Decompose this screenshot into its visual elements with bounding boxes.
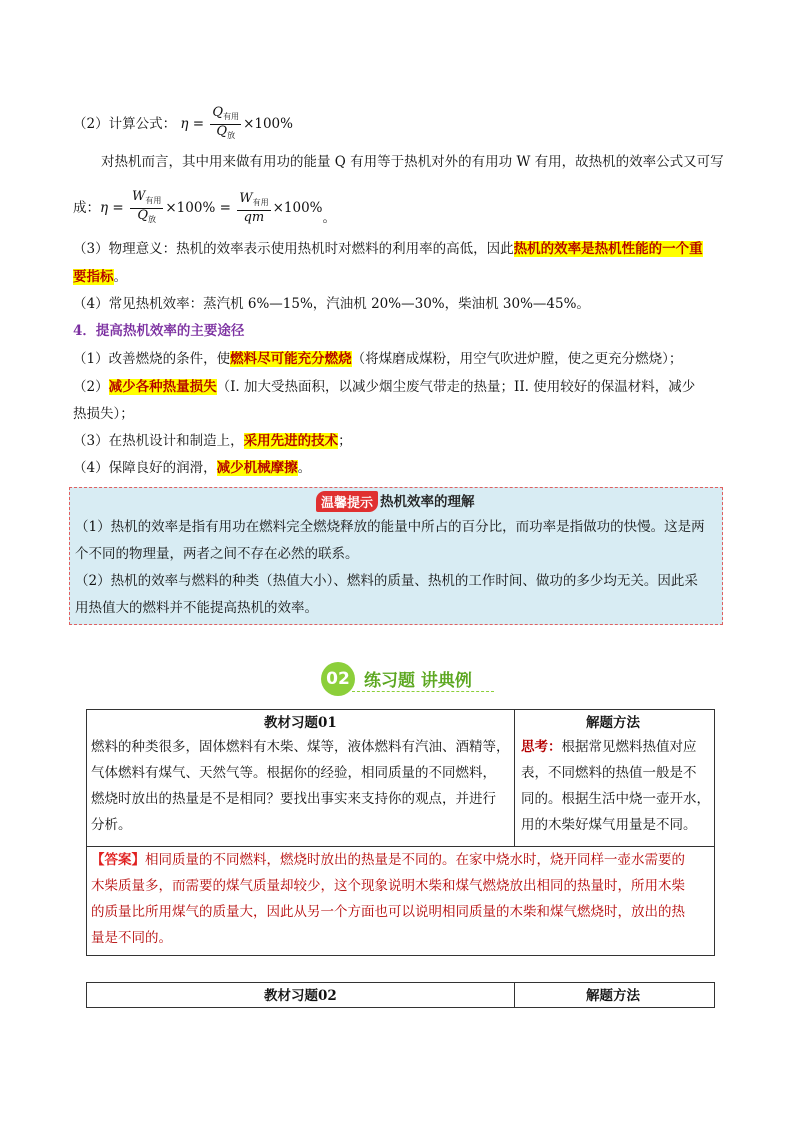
num-q: Q [212, 105, 224, 120]
para1-line1: 对热机而言，其中用来做有用功的能量 Q 有用等于热机对外的有用功 W 有用，故热机的效率公式又可写 [101, 154, 724, 170]
exercise2-divider [514, 982, 515, 1008]
way2-highlight: 减少各种热量损失 [108, 379, 217, 395]
think-label: 思考： [521, 739, 562, 755]
way1-highlight: 燃料尽可能充分燃烧 [230, 351, 352, 367]
way3-post: ； [338, 433, 352, 449]
exercise1-method-line1 [521, 734, 697, 760]
section-title: 练习题 讲典例 [364, 671, 472, 691]
exercise2-heading: 教材习题02 [264, 988, 337, 1004]
exercise1-heading: 教材习题01 [264, 715, 337, 731]
exercise2-left-border [86, 982, 87, 1008]
tip-line-3: （2）热机的效率与燃料的种类（热值大小）、燃料的质量、热机的工作时间、做功的多少均无关。因此采 [75, 573, 698, 589]
f1-num: W [132, 189, 146, 204]
times-100: ×100% [243, 116, 293, 132]
exercise1-q-line1: 燃料的种类很多，固体燃料有木柴、煤等，液体燃料有汽油、酒精等， [91, 739, 510, 755]
answer-text-1: 相同质量的不同燃料，燃烧时放出的热量是不同的。在家中烧水时，烧开同样一壶水需要的 [145, 852, 685, 868]
f1-den-sub: 放 [148, 215, 157, 224]
den-sub: 放 [227, 131, 236, 140]
way4 [73, 457, 311, 479]
tip-line-2: 个不同的物理量，两者之间不存在必然的联系。 [75, 546, 359, 562]
den-q: Q [216, 124, 228, 139]
efficiency-fraction [210, 106, 241, 143]
tip-box [69, 487, 723, 625]
answer-label: 【答案】 [91, 852, 145, 868]
eta-symbol: η [180, 116, 189, 132]
f2-num: W [239, 191, 253, 206]
item3-text: （3）物理意义：热机的效率表示使用热机时对燃料的利用率的高低，因此 [73, 241, 514, 257]
formula-label: （2）计算公式： [73, 116, 177, 132]
way1-pre: （1）改善燃烧的条件，使 [73, 351, 231, 367]
tip-line-1: （1）热机的效率是指有用功在燃料完全燃烧释放的能量中所占的百分比，而功率是指做功的快慢。这是两 [75, 519, 705, 535]
exercise1-q-line3: 燃烧时放出的热量是不是相同？要找出事实来支持你的观点，并进行 [91, 791, 496, 807]
way1-post: （将煤磨成煤粉，用空气吹进炉膛，使之更充分燃烧）； [351, 351, 683, 367]
exercise1-method-line4: 用的木柴好煤气用量是不同。 [521, 817, 697, 833]
times-100-a: ×100% [165, 200, 216, 216]
formula-line [73, 106, 293, 143]
way4-post: 。 [297, 460, 312, 476]
exercise1-method-line2: 表，不同燃料的热值一般是不 [521, 765, 697, 781]
section4-title: 4．提高热机效率的主要途径 [73, 323, 245, 339]
way2-post: （I. 加大受热面积，以减少烟尘废气带走的热量；II. 使用较好的保温材料，减少 [216, 379, 696, 395]
way2-line2: 热损失）； [73, 406, 134, 422]
exercise1-method-heading: 解题方法 [586, 715, 640, 731]
answer-line2: 木柴质量多，而需要的煤气质量却较少，这个现象说明木柴和煤气燃烧放出相同的热量时，所用木柴 [91, 878, 685, 894]
item3-line2 [73, 266, 127, 288]
period: 。 [322, 210, 336, 226]
item4-line: （4）常见热机效率：蒸汽机 6%—15%，汽油机 20%—30%，柴油机 30%—45%。 [73, 296, 590, 312]
way3-highlight: 采用先进的技术 [243, 433, 339, 449]
exercise1-method-line3: 同的。根据生活中烧一壶开水， [521, 791, 710, 807]
para1-formula-line [73, 190, 336, 227]
para1-label: 成： [73, 200, 100, 216]
f2-num-sub: 有用 [252, 198, 269, 207]
times-100-b: ×100% [272, 200, 323, 216]
way2 [73, 376, 695, 398]
way4-highlight: 减少机械摩擦 [216, 460, 298, 476]
way3 [73, 430, 352, 452]
equals: = [188, 116, 209, 132]
f2-den: qm [243, 210, 265, 225]
eta-symbol-2: η [100, 200, 109, 216]
way3-pre: （3）在热机设计和制造上， [73, 433, 244, 449]
section-number-badge: 02 [321, 662, 355, 696]
f1-num-sub: 有用 [145, 196, 162, 205]
item3-end: 。 [113, 269, 127, 285]
tip-badge: 温馨提示 [316, 491, 378, 512]
item3-highlight-2: 要指标 [73, 269, 114, 285]
fraction-w-qm [237, 192, 270, 225]
tip-line-4: 用热值大的燃料并不能提高热机的效率。 [75, 600, 318, 616]
exercise2-method-heading: 解题方法 [586, 988, 640, 1004]
table-divider-v [514, 709, 515, 846]
method-text-1: 根据常见燃料热值对应 [561, 739, 697, 755]
answer-line1 [91, 847, 685, 873]
num-sub: 有用 [223, 112, 240, 121]
exercise1-q-line2: 气体燃料有煤气、天然气等。根据你的经验，相同质量的不同燃料， [91, 765, 496, 781]
way1 [73, 348, 682, 370]
tip-title: 热机效率的理解 [380, 494, 475, 510]
exercise1-q-line4: 分析。 [91, 817, 132, 833]
section-underline [352, 691, 494, 692]
way2-pre: （2） [73, 379, 109, 395]
item3-line1 [73, 238, 703, 260]
item3-highlight-1: 热机的效率是热机性能的一个重 [513, 241, 703, 257]
answer-line3: 的质量比所用煤气的质量大，因此从另一个方面也可以说明相同质量的木柴和煤气燃烧时，放出的热 [91, 904, 685, 920]
way4-pre: （4）保障良好的润滑， [73, 460, 217, 476]
equals-3: = [215, 200, 236, 216]
equals-2: = [108, 200, 128, 216]
fraction-w-q [130, 190, 163, 227]
answer-line4: 量是不同的。 [91, 930, 172, 946]
f1-den: Q [137, 208, 149, 223]
